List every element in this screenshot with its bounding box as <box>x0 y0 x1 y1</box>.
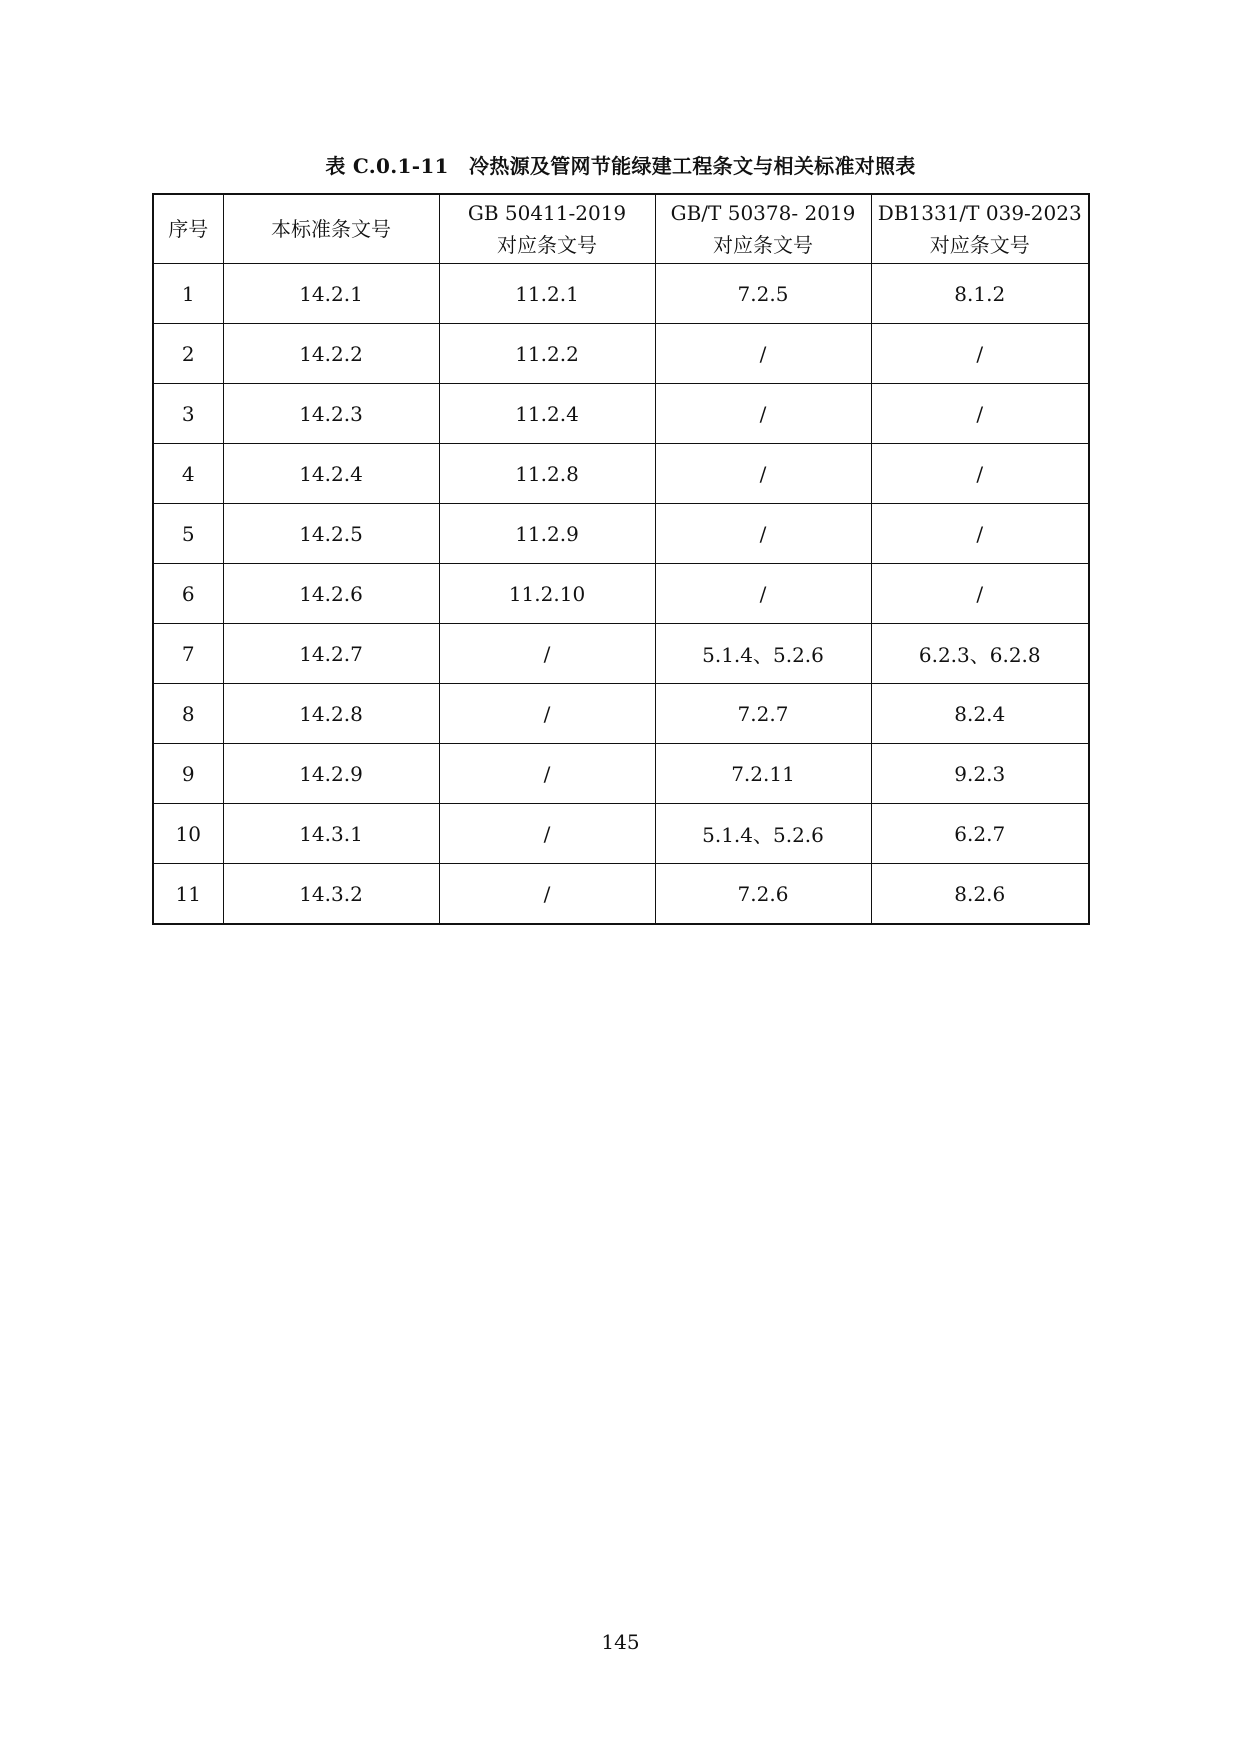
cell-serial: 3 <box>153 384 223 444</box>
cell-db1331: / <box>871 384 1089 444</box>
table-row <box>153 624 1089 684</box>
cell-gb-50411: / <box>439 624 655 684</box>
header-row <box>153 194 1089 264</box>
cell-gbt-50378: 7.2.6 <box>655 864 871 925</box>
cell-this-standard: 14.2.9 <box>223 744 439 804</box>
cell-serial: 9 <box>153 744 223 804</box>
cell-db1331: / <box>871 324 1089 384</box>
table-row <box>153 804 1089 864</box>
cell-serial: 6 <box>153 564 223 624</box>
cell-gbt-50378: / <box>655 504 871 564</box>
cell-this-standard: 14.2.6 <box>223 564 439 624</box>
cell-gb-50411: / <box>439 684 655 744</box>
cell-serial: 2 <box>153 324 223 384</box>
cell-serial: 8 <box>153 684 223 744</box>
header-gbt-50378-sub: 对应条文号 <box>713 233 813 257</box>
cell-this-standard: 14.2.8 <box>223 684 439 744</box>
cell-serial: 5 <box>153 504 223 564</box>
header-serial-number-label: 序号 <box>168 217 209 241</box>
cell-this-standard: 14.3.2 <box>223 864 439 925</box>
cell-serial: 11 <box>153 864 223 925</box>
cell-db1331: / <box>871 444 1089 504</box>
cell-gb-50411: 11.2.8 <box>439 444 655 504</box>
cell-this-standard: 14.2.5 <box>223 504 439 564</box>
table-row <box>153 444 1089 504</box>
cell-db1331: 8.1.2 <box>871 264 1089 324</box>
header-gb-50411 <box>439 194 655 264</box>
header-gbt-50378 <box>655 194 871 264</box>
cell-this-standard: 14.2.4 <box>223 444 439 504</box>
table-row <box>153 564 1089 624</box>
table-header <box>153 194 1089 264</box>
cell-gbt-50378: 7.2.7 <box>655 684 871 744</box>
table-row <box>153 684 1089 744</box>
cell-gb-50411: / <box>439 864 655 925</box>
cell-this-standard: 14.2.2 <box>223 324 439 384</box>
cell-gb-50411: 11.2.4 <box>439 384 655 444</box>
cell-gbt-50378: 7.2.5 <box>655 264 871 324</box>
cell-serial: 1 <box>153 264 223 324</box>
cell-gbt-50378: 5.1.4、5.2.6 <box>655 804 871 864</box>
cell-serial: 10 <box>153 804 223 864</box>
table-row <box>153 324 1089 384</box>
cell-gb-50411: / <box>439 744 655 804</box>
table-title: 表 C.0.1-11 冷热源及管网节能绿建工程条文与相关标准对照表 <box>325 154 916 178</box>
table-row <box>153 864 1089 925</box>
cell-db1331: 8.2.6 <box>871 864 1089 925</box>
cell-gbt-50378: / <box>655 324 871 384</box>
cell-this-standard: 14.2.7 <box>223 624 439 684</box>
table-row <box>153 384 1089 444</box>
cell-db1331: 6.2.3、6.2.8 <box>871 624 1089 684</box>
cell-gb-50411: 11.2.1 <box>439 264 655 324</box>
cell-db1331: / <box>871 564 1089 624</box>
cell-db1331: 8.2.4 <box>871 684 1089 744</box>
header-serial-number <box>153 194 223 264</box>
cell-gbt-50378: / <box>655 444 871 504</box>
header-db1331 <box>871 194 1089 264</box>
cell-gbt-50378: 5.1.4、5.2.6 <box>655 624 871 684</box>
table-row <box>153 264 1089 324</box>
header-db1331-code: DB1331/T 039-2023 <box>877 201 1082 225</box>
cell-gbt-50378: 7.2.11 <box>655 744 871 804</box>
cell-gb-50411: 11.2.9 <box>439 504 655 564</box>
cell-gb-50411: 11.2.10 <box>439 564 655 624</box>
cell-this-standard: 14.3.1 <box>223 804 439 864</box>
header-gb-50411-sub: 对应条文号 <box>497 233 597 257</box>
cell-gbt-50378: / <box>655 384 871 444</box>
cell-gbt-50378: / <box>655 564 871 624</box>
header-this-standard-clause-label: 本标准条文号 <box>271 217 391 241</box>
cell-serial: 4 <box>153 444 223 504</box>
header-this-standard-clause <box>223 194 439 264</box>
cell-db1331: 6.2.7 <box>871 804 1089 864</box>
page-number: 145 <box>601 1630 640 1654</box>
cell-gb-50411: / <box>439 804 655 864</box>
table-body <box>153 264 1089 925</box>
header-gb-50411-code: GB 50411-2019 <box>467 201 627 225</box>
table-row <box>153 504 1089 564</box>
header-gbt-50378-code: GB/T 50378- 2019 <box>670 201 856 225</box>
cell-serial: 7 <box>153 624 223 684</box>
cell-gb-50411: 11.2.2 <box>439 324 655 384</box>
standards-comparison-table <box>152 193 1090 925</box>
cell-db1331: 9.2.3 <box>871 744 1089 804</box>
table-row <box>153 744 1089 804</box>
cell-this-standard: 14.2.1 <box>223 264 439 324</box>
header-db1331-sub: 对应条文号 <box>929 233 1030 257</box>
cell-db1331: / <box>871 504 1089 564</box>
cell-this-standard: 14.2.3 <box>223 384 439 444</box>
